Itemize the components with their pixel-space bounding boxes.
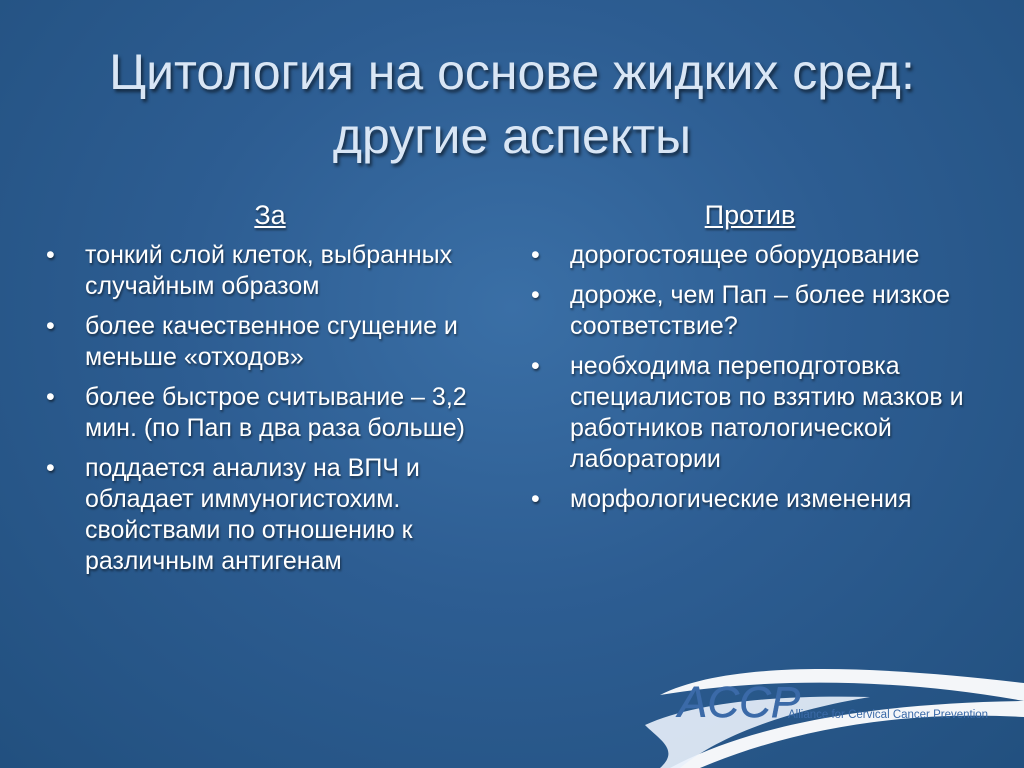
list-item-text: более качественное сгущение и меньше «отходов» [85,312,458,371]
pros-heading: За [254,200,286,230]
bullet-icon: • [531,281,540,309]
list-item [525,351,995,475]
list-item [40,240,500,302]
accp-logo-mark: ACCP [678,678,801,727]
bullet-icon: • [531,241,540,269]
bullet-icon: • [46,241,55,269]
list-item [40,453,500,577]
cons-list [525,240,995,515]
accp-logo-tagline: Alliance for Cervical Cancer Prevention [788,709,989,721]
slide-title-line-1: Цитология на основе жидких сред: [109,44,915,100]
bullet-icon: • [46,312,55,340]
bullet-icon: • [46,383,55,411]
list-item [40,311,500,373]
pros-list [40,240,500,577]
pros-column [40,198,500,586]
list-item [40,382,500,444]
list-item-text: морфологические изменения [570,485,912,513]
list-item-text: необходима переподготовка специалистов по взятию мазков и работников патологической лаборатории [570,352,964,473]
list-item [525,280,995,342]
list-item-text: дорогостоящее оборудование [570,241,920,269]
cons-heading: Против [704,200,796,230]
list-item-text: поддается анализу на ВПЧ и обладает иммуногистохим. свойствами по отношению к различным антигенам [85,454,420,575]
cons-column [525,198,995,524]
slide-title [0,40,1024,168]
slide-title-line-2: другие аспекты [332,108,692,164]
list-item-text: более быстрое считывание – 3,2 мин. (по Пап в два раза больше) [85,383,467,442]
bullet-icon: • [46,454,55,482]
list-item-text: тонкий слой клеток, выбранных случайным образом [85,241,453,300]
bullet-icon: • [531,352,540,380]
list-item-text: дороже, чем Пап – более низкое соответствие? [570,281,951,340]
bullet-icon: • [531,485,540,513]
list-item [525,240,995,271]
list-item [525,484,995,515]
